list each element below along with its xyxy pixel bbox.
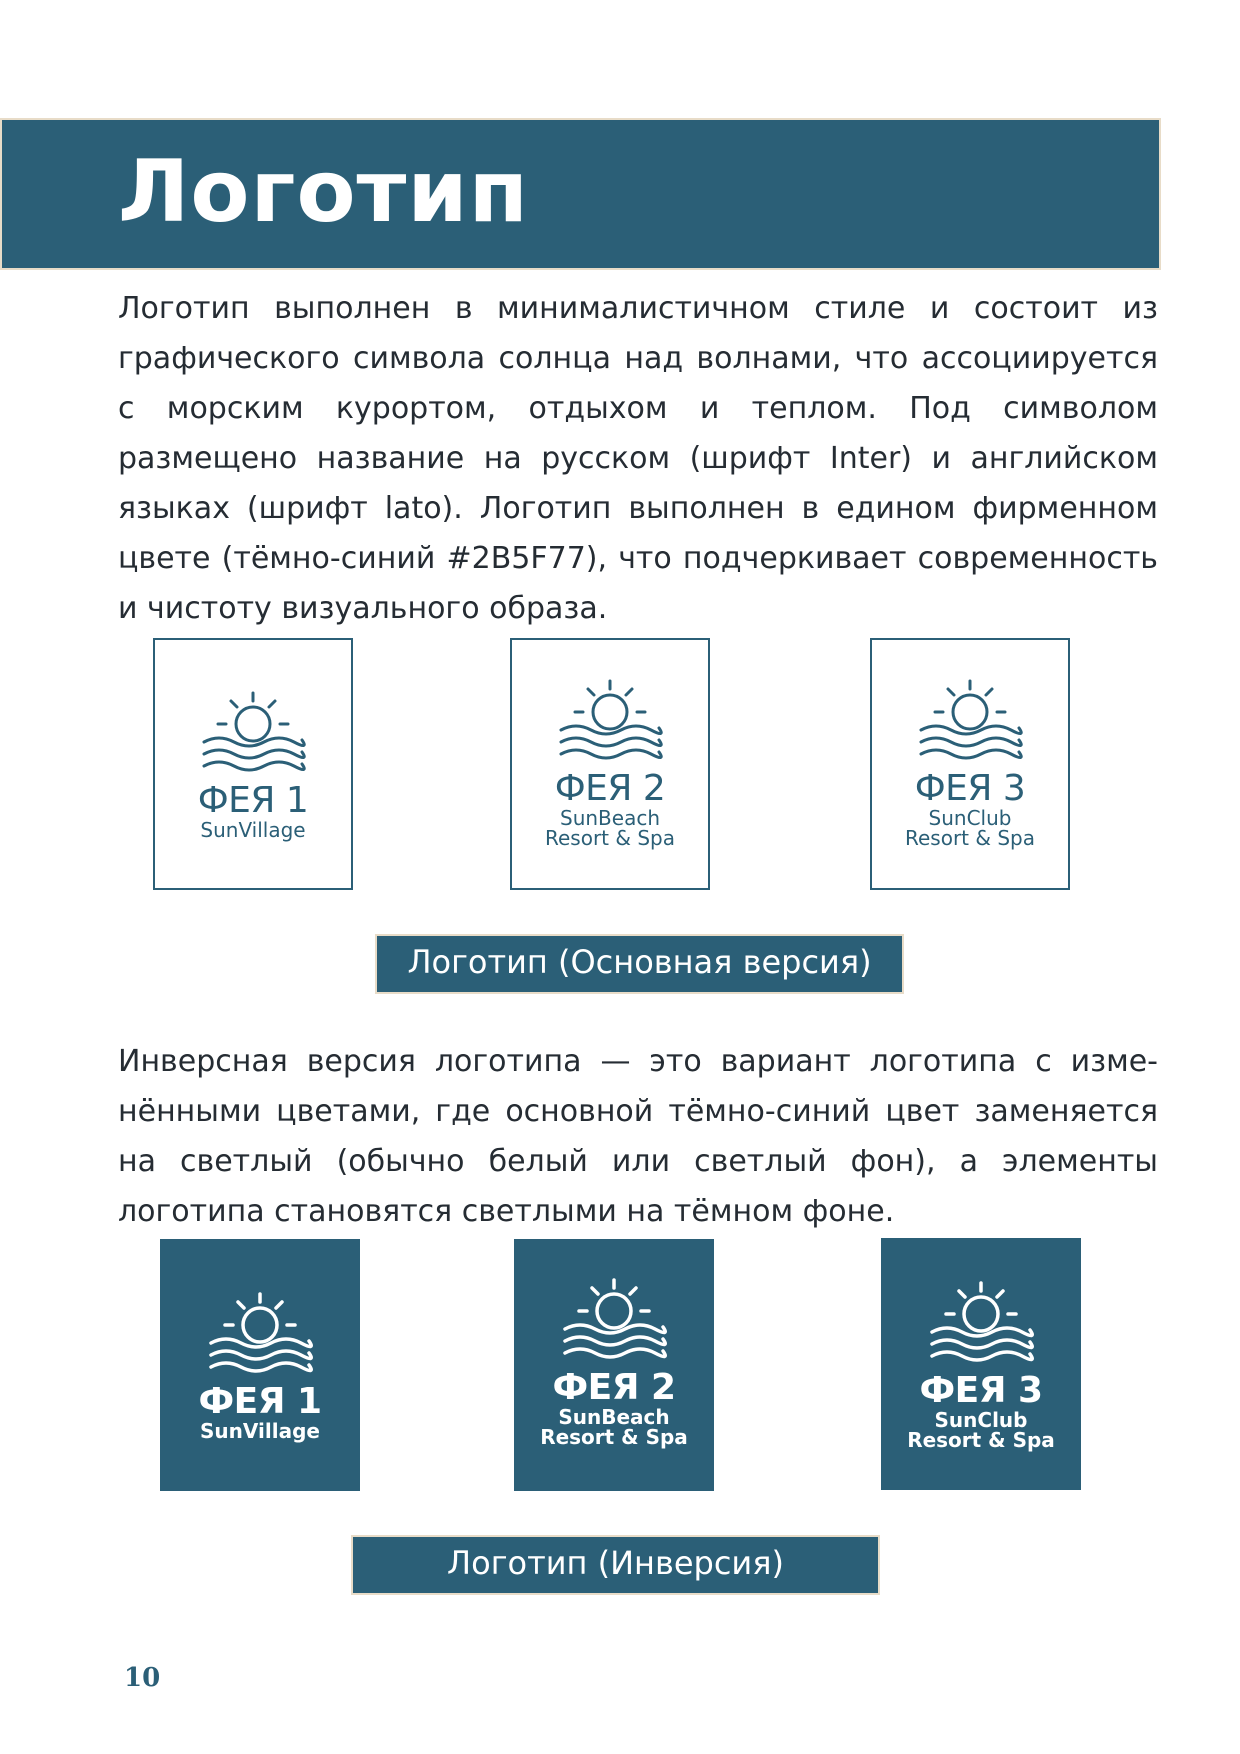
- logo-name: ФЕЯ 1: [198, 1381, 322, 1422]
- logo-name: ФЕЯ 3: [914, 768, 1026, 809]
- logo-subtitle: Resort & Spa: [907, 1428, 1055, 1452]
- sun-waves-icon: [926, 1280, 1036, 1372]
- inverse-logo-caption: Логотип (Инверсия): [353, 1537, 878, 1593]
- logo-subtitle: Resort & Spa: [905, 826, 1035, 850]
- logo-subtitle: SunClub: [928, 806, 1012, 830]
- logo-subtitle: SunVillage: [200, 1419, 320, 1443]
- logo-name: ФЕЯ 2: [554, 768, 666, 809]
- sun-waves-icon: [559, 1277, 669, 1369]
- logo-card-feya-1: [153, 638, 353, 890]
- inverse-logo-card-feya-3: [881, 1238, 1081, 1490]
- logo-subtitle: SunBeach: [560, 806, 660, 830]
- logo-name: ФЕЯ 3: [919, 1370, 1043, 1411]
- intro-paragraph: Логотип выполнен в минималистичном стиле и состоит из графического символа солнца над волнами, что ассоциируется с морским курортом, отдыхом и теплом. Под символом размещено название на русском (шрифт Inter) и английском языках (шрифт lato). Логотип выполнен в едином фирменном цвете (тёмно-синий #2B5F77), что подчеркивает современность и чистоту визуального образа.: [118, 291, 1158, 626]
- logo-card-feya-3: [870, 638, 1070, 890]
- inverse-logo-card-feya-1: [160, 1239, 360, 1491]
- logo-subtitle: Resort & Spa: [545, 826, 675, 850]
- primary-logo-caption: Логотип (Основная версия): [377, 936, 902, 992]
- inverse-paragraph: Инверсная версия логотипа — это вариант логотипа с изменёнными цветами, где основной тёмно-синий цвет заменяется на светлый (обычно белый или светлый фон), а элементы логотипа становятся светлыми на тёмном фоне.: [118, 1044, 1158, 1229]
- sun-waves-icon: [198, 690, 308, 782]
- logo-name: ФЕЯ 1: [197, 780, 309, 821]
- logo-subtitle: SunVillage: [200, 818, 306, 842]
- inverse-logo-card-feya-2: [514, 1239, 714, 1491]
- logo-subtitle: Resort & Spa: [540, 1425, 688, 1449]
- sun-waves-icon: [915, 678, 1025, 770]
- sun-waves-icon: [555, 678, 665, 770]
- logo-name: ФЕЯ 2: [552, 1367, 676, 1408]
- logo-subtitle: SunClub: [934, 1408, 1028, 1432]
- logo-subtitle: SunBeach: [558, 1405, 670, 1429]
- page-number: 10: [124, 1663, 161, 1693]
- page-title: Логотип: [118, 142, 530, 242]
- logo-card-feya-2: [510, 638, 710, 890]
- sun-waves-icon: [205, 1291, 315, 1383]
